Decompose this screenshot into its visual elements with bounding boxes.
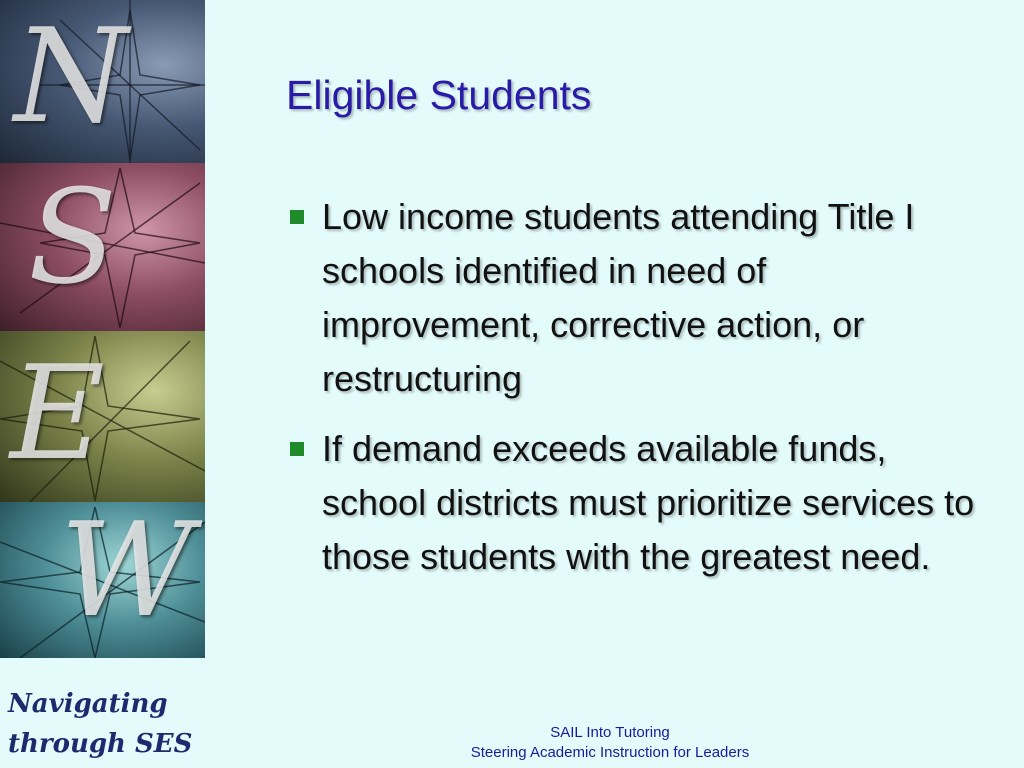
- letter-s: S: [28, 163, 118, 313]
- bullet-text: Low income students attending Title I schools identified in need of improvement, corrective action, or restructuring: [322, 196, 915, 399]
- letter-w: W: [60, 502, 194, 646]
- caption-line-1: Navigating: [8, 689, 168, 719]
- north-panel: [0, 0, 205, 163]
- footer-line-2: Steering Academic Instruction for Leaders: [470, 744, 750, 761]
- sidebar-caption: [8, 684, 208, 764]
- slide-footer: [440, 723, 780, 763]
- west-panel: [0, 502, 205, 658]
- caption-line-2: through SES: [8, 729, 193, 759]
- bullet-item: [286, 190, 986, 406]
- square-bullet-icon: [290, 210, 304, 224]
- east-panel: [0, 331, 205, 502]
- compass-sidebar: [0, 0, 205, 658]
- bullet-text: If demand exceeds available funds, school districts must prioritize services to those students with the greatest need.: [322, 428, 975, 577]
- footer-line-1: SAIL Into Tutoring: [550, 724, 670, 741]
- square-bullet-icon: [290, 442, 304, 456]
- letter-n: N: [14, 0, 128, 152]
- south-panel: [0, 163, 205, 331]
- bullet-item: [286, 422, 986, 584]
- slide-title: Eligible Students: [286, 72, 592, 118]
- bullet-list: [286, 190, 986, 600]
- letter-e: E: [10, 337, 105, 489]
